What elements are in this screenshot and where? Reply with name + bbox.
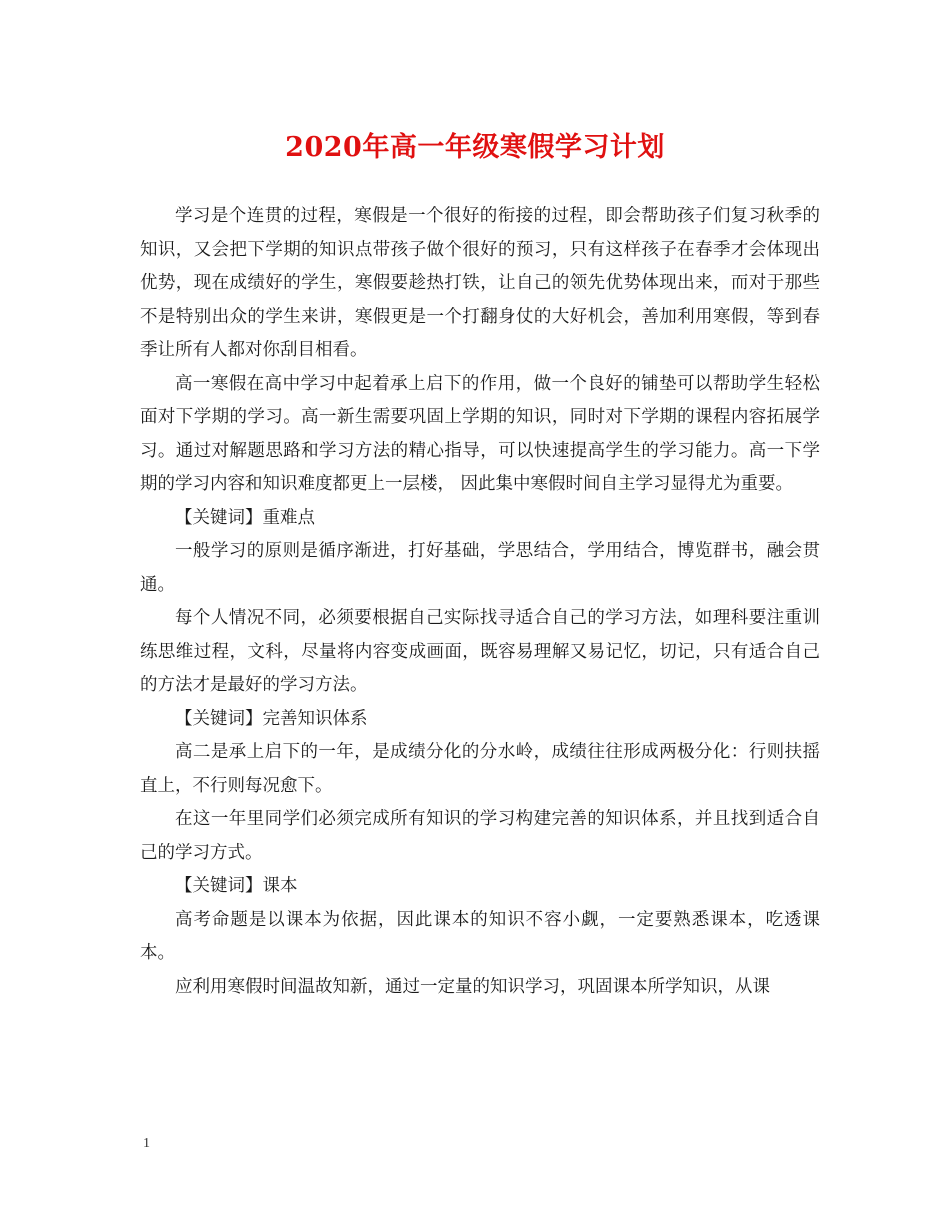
keyword-heading: 【关键词】课本	[175, 876, 298, 896]
keyword-heading: 【关键词】完善知识体系	[175, 708, 368, 729]
paragraph: 应利用寒假时间温故知新，通过一定量的知识学习，巩固课本所学知识，从课	[175, 976, 770, 997]
document-title: 2020年高一年级寒假学习计划	[285, 132, 665, 163]
paragraph: 高一寒假在高中学习中起着承上启下的作用，做一个良好的铺垫可以帮助学生轻松面对下学期的学习。高一新生需要巩固上学期的知识，同时对下学期的课程内容拓展学习。通过对解题思路和学习方法的精心指导，可以快速提高学生的学习能力。高一下学期的学习内容和知识难度都更上一层楼， 因此集中寒假时间自主学习显得尤为重要。	[140, 373, 820, 494]
paragraph: 在这一年里同学们必须完成所有知识的学习构建完善的知识体系，并且找到适合自己的学习方式。	[140, 809, 820, 863]
paragraph: 高二是承上启下的一年，是成绩分化的分水岭，成绩往往形成两极分化：行则扶摇直上，不行则每况愈下。	[140, 742, 820, 796]
document-body	[140, 200, 820, 1004]
paragraph: 一般学习的原则是循序渐进，打好基础，学思结合，学用结合，博览群书，融会贯通。	[140, 541, 820, 595]
keyword-heading: 【关键词】重难点	[175, 507, 315, 528]
paragraph: 每个人情况不同，必须要根据自己实际找寻适合自己的学习方法，如理科要注重训练思维过程，文科，尽量将内容变成画面，既容易理解又易记忆，切记，只有适合自己的方法才是最好的学习方法。	[140, 608, 820, 695]
paragraph: 学习是个连贯的过程，寒假是一个很好的衔接的过程，即会帮助孩子们复习秋季的知识，又会把下学期的知识点带孩子做个很好的预习，只有这样孩子在春季才会体现出优势，现在成绩好的学生，寒假要趁热打铁，让自己的领先优势体现出来，而对于那些不是特别出众的学生来讲，寒假更是一个打翻身仗的大好机会，善加利用寒假，等到春季让所有人都对你刮目相看。	[140, 206, 820, 360]
page-number: 1	[143, 1136, 150, 1151]
paragraph: 高考命题是以课本为依据，因此课本的知识不容小觑，一定要熟悉课本，吃透课本。	[140, 909, 820, 963]
